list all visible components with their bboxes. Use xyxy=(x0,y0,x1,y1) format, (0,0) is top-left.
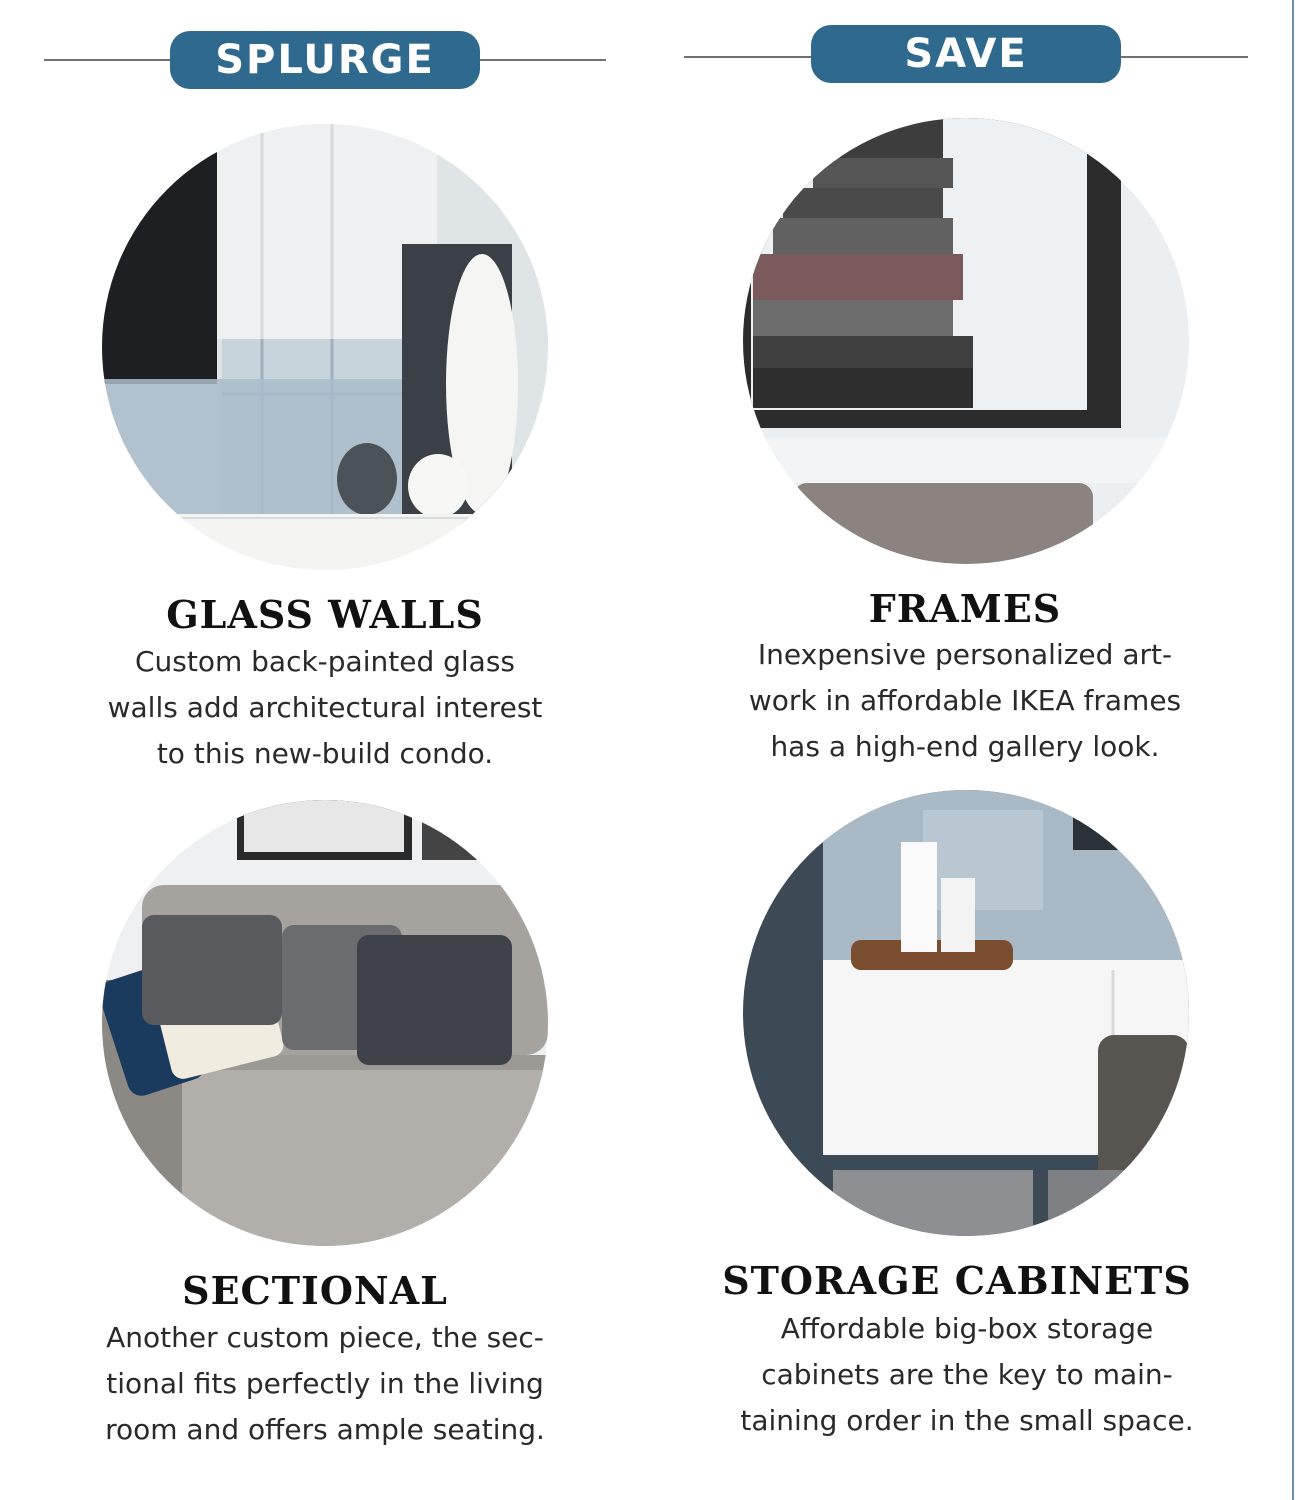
frames-description xyxy=(680,632,1250,770)
frames-photo xyxy=(743,118,1189,564)
storage-cabinets-line-1: Affordable big-box storage xyxy=(780,1312,1154,1345)
frames-line-2: work in affordable IKEA frames xyxy=(748,684,1182,717)
save-rule-left xyxy=(684,56,816,58)
save-badge: SAVE xyxy=(811,25,1121,83)
storage-cabinets-title: STORAGE CABINETS xyxy=(722,1258,1192,1303)
frames-title: FRAMES xyxy=(868,586,1062,631)
glass-walls-title: GLASS WALLS xyxy=(166,592,484,637)
sectional-title: SECTIONAL xyxy=(182,1268,448,1313)
storage-cabinets-line-3: taining order in the small space. xyxy=(740,1404,1194,1437)
splurge-rule-left xyxy=(44,59,174,61)
glass-walls-line-1: Custom back-painted glass xyxy=(134,645,516,678)
glass-walls-description xyxy=(40,639,610,777)
sectional-line-1: Another custom piece, the sec- xyxy=(106,1321,544,1354)
glass-walls-line-2: walls add architectural interest xyxy=(107,691,543,724)
glass-walls-line-3: to this new-build condo. xyxy=(156,737,494,770)
frames-line-1: Inexpensive personalized art- xyxy=(757,638,1173,671)
sectional-description xyxy=(30,1315,620,1453)
sectional-line-3: room and offers ample seating. xyxy=(105,1413,545,1446)
page-edge-rule xyxy=(1292,0,1294,1500)
sectional-photo xyxy=(102,800,548,1246)
sectional-line-2: tional fits perfectly in the living xyxy=(106,1367,544,1400)
storage-cabinets-line-2: cabinets are the key to main- xyxy=(761,1358,1173,1391)
splurge-rule-right xyxy=(478,59,606,61)
splurge-badge: SPLURGE xyxy=(170,31,480,89)
frames-line-3: has a high-end gallery look. xyxy=(770,730,1160,763)
storage-cabinets-description xyxy=(672,1306,1262,1444)
glass-walls-photo xyxy=(102,124,548,570)
storage-cabinets-photo xyxy=(743,790,1189,1236)
save-rule-right xyxy=(1118,56,1248,58)
